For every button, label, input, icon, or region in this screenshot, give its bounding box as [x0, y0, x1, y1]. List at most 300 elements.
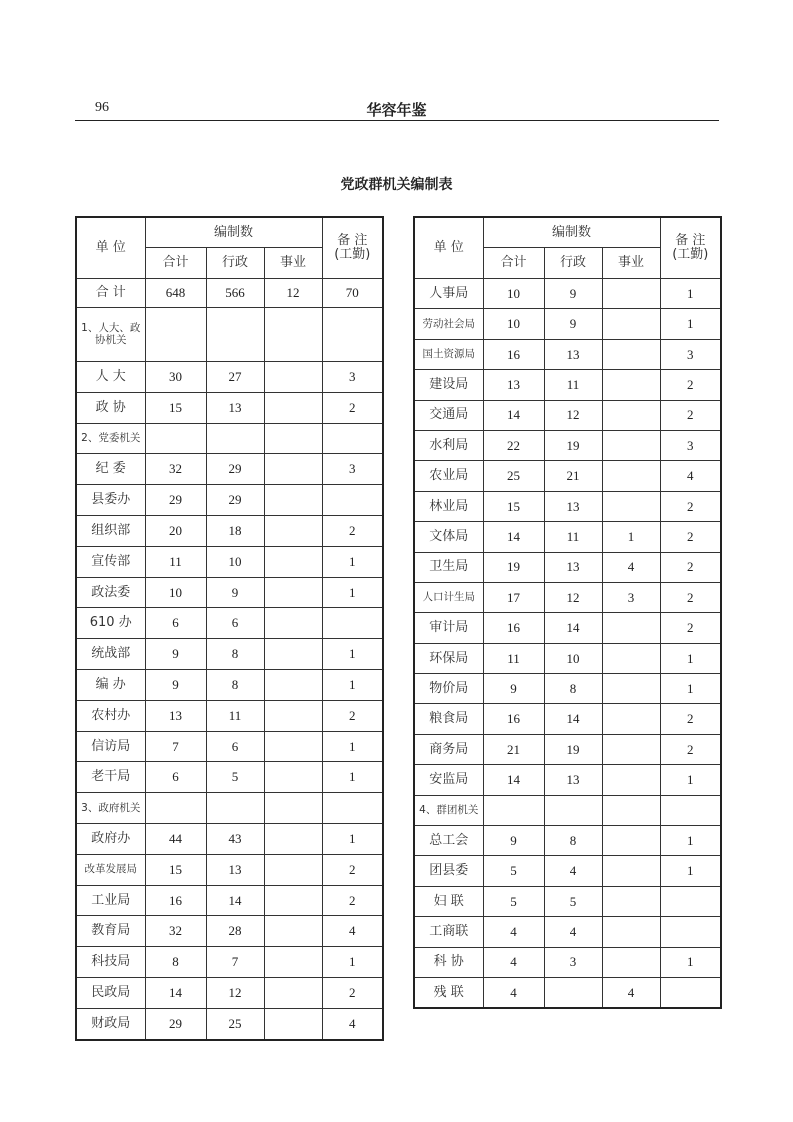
cell-total: 15: [145, 854, 206, 885]
cell-public: [602, 279, 660, 309]
cell-public: [264, 1008, 322, 1039]
cell-public: [602, 886, 660, 916]
cell-admin: 566: [206, 279, 264, 308]
table-row: [76, 669, 383, 700]
cell-public: [602, 339, 660, 369]
cell-admin: 43: [206, 823, 264, 854]
cell-note: 2: [322, 854, 383, 885]
header-staffing: 编制数: [483, 217, 660, 248]
cell-note: 4: [660, 461, 721, 491]
cell-unit: 科 协: [414, 947, 483, 977]
cell-public: [602, 613, 660, 643]
table-row: [76, 700, 383, 731]
cell-admin: 8: [206, 639, 264, 670]
cell-unit: 农村办: [76, 700, 145, 731]
cell-public: [602, 430, 660, 460]
cell-note: 2: [660, 582, 721, 612]
header-unit: 单 位: [414, 217, 483, 279]
cell-unit: 政法委: [76, 577, 145, 608]
cell-note: 1: [322, 669, 383, 700]
cell-note: 2: [660, 613, 721, 643]
table-row: [414, 400, 721, 430]
cell-unit: 商务局: [414, 734, 483, 764]
cell-total: 15: [483, 491, 544, 521]
cell-note: 3: [660, 430, 721, 460]
cell-unit: 工商联: [414, 917, 483, 947]
cell-admin: 8: [544, 674, 602, 704]
header-admin: 行政: [206, 248, 264, 279]
table-row: [76, 423, 383, 454]
cell-total: 29: [145, 485, 206, 516]
table-row: [76, 362, 383, 393]
table-row: [414, 795, 721, 825]
cell-unit: 人事局: [414, 279, 483, 309]
cell-note: 2: [660, 704, 721, 734]
cell-admin: 6: [206, 608, 264, 639]
cell-total: 648: [145, 279, 206, 308]
cell-total: 16: [483, 339, 544, 369]
cell-total: 21: [483, 734, 544, 764]
cell-note: [322, 308, 383, 362]
cell-total: 9: [145, 639, 206, 670]
table-row: [414, 856, 721, 886]
cell-note: 3: [660, 339, 721, 369]
table-row: [76, 308, 383, 362]
table-row: [414, 309, 721, 339]
cell-unit: 安监局: [414, 765, 483, 795]
table-row: [414, 461, 721, 491]
header-public: 事业: [602, 248, 660, 279]
cell-unit: 总工会: [414, 826, 483, 856]
cell-total: 15: [145, 392, 206, 423]
cell-public: [602, 734, 660, 764]
cell-admin: 4: [544, 917, 602, 947]
cell-unit: 3、政府机关: [76, 793, 145, 824]
cell-total: 14: [483, 765, 544, 795]
table-row: [76, 454, 383, 485]
cell-admin: [544, 795, 602, 825]
header-note: [322, 217, 383, 279]
cell-admin: 14: [206, 885, 264, 916]
cell-unit: 统战部: [76, 639, 145, 670]
cell-unit: 民政局: [76, 977, 145, 1008]
table-row: [414, 491, 721, 521]
cell-unit: 人 大: [76, 362, 145, 393]
cell-total: 29: [145, 1008, 206, 1039]
cell-unit: 科技局: [76, 947, 145, 978]
table-row: [414, 339, 721, 369]
cell-note: 1: [660, 309, 721, 339]
table-row: [76, 885, 383, 916]
cell-public: [264, 577, 322, 608]
cell-note: [660, 977, 721, 1008]
cell-note: 3: [322, 362, 383, 393]
cell-public: [264, 423, 322, 454]
cell-unit: 老干局: [76, 762, 145, 793]
cell-unit: 建设局: [414, 370, 483, 400]
cell-public: [602, 917, 660, 947]
table-title: 党政群机关编制表: [340, 177, 453, 193]
cell-unit: 政府办: [76, 823, 145, 854]
cell-total: 6: [145, 762, 206, 793]
cell-public: [602, 856, 660, 886]
cell-unit: 纪 委: [76, 454, 145, 485]
cell-unit: 县委办: [76, 485, 145, 516]
cell-note: 2: [322, 885, 383, 916]
cell-public: [264, 485, 322, 516]
cell-admin: [206, 308, 264, 362]
cell-total: 4: [483, 947, 544, 977]
cell-note: [322, 423, 383, 454]
cell-public: [264, 916, 322, 947]
cell-note: 2: [660, 400, 721, 430]
table-row: [414, 552, 721, 582]
header-note: [660, 217, 721, 279]
cell-admin: 13: [206, 392, 264, 423]
cell-admin: 13: [544, 491, 602, 521]
cell-total: 22: [483, 430, 544, 460]
cell-public: [264, 308, 322, 362]
cell-unit: 财政局: [76, 1008, 145, 1039]
cell-unit: 粮食局: [414, 704, 483, 734]
cell-total: [145, 793, 206, 824]
table-row: [414, 582, 721, 612]
cell-public: 4: [602, 977, 660, 1008]
cell-admin: 11: [544, 370, 602, 400]
cell-public: [264, 793, 322, 824]
header-total: 合计: [145, 248, 206, 279]
table-row: [76, 1008, 383, 1039]
cell-public: 3: [602, 582, 660, 612]
table-row: [76, 947, 383, 978]
header-unit: 单 位: [76, 217, 145, 279]
header-note-sub: (工勤): [334, 247, 371, 262]
cell-unit: 4、群团机关: [414, 795, 483, 825]
cell-note: 4: [322, 916, 383, 947]
cell-unit: 人口计生局: [414, 582, 483, 612]
cell-admin: 8: [206, 669, 264, 700]
cell-note: 1: [322, 577, 383, 608]
cell-public: [264, 515, 322, 546]
cell-note: 1: [660, 765, 721, 795]
cell-admin: 6: [206, 731, 264, 762]
cell-public: 4: [602, 552, 660, 582]
cell-admin: 21: [544, 461, 602, 491]
table-row: [76, 608, 383, 639]
cell-public: [602, 400, 660, 430]
cell-admin: 8: [544, 826, 602, 856]
table-row: [414, 522, 721, 552]
cell-note: 1: [322, 762, 383, 793]
cell-admin: [544, 977, 602, 1008]
cell-unit: 物价局: [414, 674, 483, 704]
table-row: [76, 639, 383, 670]
cell-admin: 12: [544, 582, 602, 612]
cell-note: 1: [322, 546, 383, 577]
cell-unit: 交通局: [414, 400, 483, 430]
table-row: [76, 577, 383, 608]
table-row: [414, 734, 721, 764]
table-row: [414, 917, 721, 947]
cell-admin: 13: [544, 552, 602, 582]
cell-admin: 9: [206, 577, 264, 608]
cell-public: [602, 370, 660, 400]
table-row: [414, 765, 721, 795]
cell-total: 13: [483, 370, 544, 400]
cell-admin: 9: [544, 309, 602, 339]
cell-admin: 7: [206, 947, 264, 978]
cell-unit: 林业局: [414, 491, 483, 521]
table-row: [76, 977, 383, 1008]
cell-unit: 1、人大、政协机关: [76, 308, 145, 362]
cell-total: 10: [145, 577, 206, 608]
cell-note: 2: [322, 515, 383, 546]
cell-note: [322, 793, 383, 824]
cell-admin: 10: [544, 643, 602, 673]
table-row: [414, 643, 721, 673]
cell-note: 2: [322, 392, 383, 423]
cell-admin: 28: [206, 916, 264, 947]
cell-unit: 水利局: [414, 430, 483, 460]
cell-unit: 宣传部: [76, 546, 145, 577]
cell-note: 1: [322, 947, 383, 978]
cell-admin: [206, 423, 264, 454]
header-total: 合计: [483, 248, 544, 279]
staffing-table-right: [413, 216, 722, 1009]
cell-public: [602, 947, 660, 977]
cell-admin: 19: [544, 734, 602, 764]
cell-note: 2: [660, 522, 721, 552]
cell-total: 16: [145, 885, 206, 916]
cell-unit: 2、党委机关: [76, 423, 145, 454]
cell-unit: 合 计: [76, 279, 145, 308]
cell-note: [322, 485, 383, 516]
cell-note: 2: [660, 491, 721, 521]
cell-public: [602, 643, 660, 673]
table-row: [414, 613, 721, 643]
cell-unit: 610 办: [76, 608, 145, 639]
cell-total: [145, 308, 206, 362]
cell-note: 2: [660, 552, 721, 582]
cell-note: 4: [322, 1008, 383, 1039]
page-number: 96: [95, 100, 109, 115]
cell-admin: 27: [206, 362, 264, 393]
header-note-label: 备 注: [337, 232, 368, 248]
cell-admin: 19: [544, 430, 602, 460]
cell-note: [660, 795, 721, 825]
cell-total: 16: [483, 704, 544, 734]
staffing-table-left: [75, 216, 384, 1041]
cell-public: [264, 731, 322, 762]
cell-total: 32: [145, 916, 206, 947]
cell-admin: 5: [544, 886, 602, 916]
cell-unit: 改革发展局: [76, 854, 145, 885]
cell-total: 13: [145, 700, 206, 731]
table-row: [414, 826, 721, 856]
table-row: [76, 823, 383, 854]
cell-note: 70: [322, 279, 383, 308]
cell-admin: 10: [206, 546, 264, 577]
table-row: [76, 762, 383, 793]
cell-total: 5: [483, 886, 544, 916]
cell-total: 10: [483, 309, 544, 339]
cell-total: 9: [483, 826, 544, 856]
table-row: [414, 947, 721, 977]
table-row: [76, 793, 383, 824]
cell-total: 32: [145, 454, 206, 485]
cell-admin: 11: [544, 522, 602, 552]
cell-public: 1: [602, 522, 660, 552]
cell-note: 1: [660, 947, 721, 977]
cell-unit: 组织部: [76, 515, 145, 546]
table-row: [414, 279, 721, 309]
cell-unit: 政 协: [76, 392, 145, 423]
cell-unit: 团县委: [414, 856, 483, 886]
cell-public: [602, 795, 660, 825]
cell-unit: 农业局: [414, 461, 483, 491]
cell-public: [264, 392, 322, 423]
cell-admin: 12: [544, 400, 602, 430]
table-row: [414, 704, 721, 734]
table-row: [414, 977, 721, 1008]
cell-public: [264, 454, 322, 485]
cell-total: 11: [483, 643, 544, 673]
cell-total: 44: [145, 823, 206, 854]
cell-total: 14: [145, 977, 206, 1008]
cell-public: [264, 362, 322, 393]
cell-public: [602, 491, 660, 521]
cell-admin: 29: [206, 454, 264, 485]
cell-admin: 29: [206, 485, 264, 516]
cell-note: 1: [322, 639, 383, 670]
cell-total: 14: [483, 522, 544, 552]
cell-unit: 残 联: [414, 977, 483, 1008]
cell-note: 1: [660, 674, 721, 704]
cell-total: [145, 423, 206, 454]
cell-total: 7: [145, 731, 206, 762]
header-note-sub: (工勤): [672, 247, 709, 262]
cell-public: [602, 674, 660, 704]
header-public: 事业: [264, 248, 322, 279]
cell-unit: 信访局: [76, 731, 145, 762]
cell-unit: 编 办: [76, 669, 145, 700]
cell-note: 1: [660, 279, 721, 309]
cell-public: [264, 854, 322, 885]
cell-public: [264, 823, 322, 854]
cell-note: 3: [322, 454, 383, 485]
cell-public: [264, 669, 322, 700]
cell-public: [264, 546, 322, 577]
cell-unit: 环保局: [414, 643, 483, 673]
cell-total: 11: [145, 546, 206, 577]
cell-public: [264, 977, 322, 1008]
cell-admin: 12: [206, 977, 264, 1008]
cell-total: 8: [145, 947, 206, 978]
cell-note: [660, 886, 721, 916]
cell-unit: 文体局: [414, 522, 483, 552]
table-row: [76, 916, 383, 947]
cell-admin: [206, 793, 264, 824]
cell-public: [264, 639, 322, 670]
table-row: [414, 674, 721, 704]
cell-total: 14: [483, 400, 544, 430]
cell-total: 4: [483, 917, 544, 947]
cell-unit: 卫生局: [414, 552, 483, 582]
cell-admin: 25: [206, 1008, 264, 1039]
cell-note: 2: [322, 977, 383, 1008]
cell-admin: 13: [544, 339, 602, 369]
cell-unit: 教育局: [76, 916, 145, 947]
cell-public: [264, 700, 322, 731]
cell-public: [264, 947, 322, 978]
cell-admin: 18: [206, 515, 264, 546]
table-row: [414, 886, 721, 916]
cell-note: 1: [322, 731, 383, 762]
cell-note: [660, 917, 721, 947]
table-row: [414, 370, 721, 400]
cell-note: 2: [322, 700, 383, 731]
cell-unit: 工业局: [76, 885, 145, 916]
cell-total: 10: [483, 279, 544, 309]
table-row: [76, 731, 383, 762]
cell-public: [602, 309, 660, 339]
cell-unit: 劳动社会局: [414, 309, 483, 339]
cell-total: 9: [483, 674, 544, 704]
header-staffing: 编制数: [145, 217, 322, 248]
cell-admin: 13: [544, 765, 602, 795]
cell-admin: 5: [206, 762, 264, 793]
cell-note: 1: [660, 826, 721, 856]
running-head: 华容年鉴: [366, 101, 427, 119]
cell-public: [602, 461, 660, 491]
cell-public: 12: [264, 279, 322, 308]
cell-total: 4: [483, 977, 544, 1008]
cell-public: [602, 704, 660, 734]
header-note-label: 备 注: [675, 232, 706, 248]
cell-total: 16: [483, 613, 544, 643]
cell-admin: 11: [206, 700, 264, 731]
cell-admin: 4: [544, 856, 602, 886]
cell-admin: 3: [544, 947, 602, 977]
cell-unit: 审计局: [414, 613, 483, 643]
table-row: [76, 279, 383, 308]
table-row: [76, 546, 383, 577]
header-admin: 行政: [544, 248, 602, 279]
header-rule: [75, 120, 719, 121]
cell-total: 5: [483, 856, 544, 886]
cell-admin: 14: [544, 704, 602, 734]
table-row: [414, 430, 721, 460]
cell-public: [602, 826, 660, 856]
cell-unit: 妇 联: [414, 886, 483, 916]
cell-total: 6: [145, 608, 206, 639]
cell-total: 17: [483, 582, 544, 612]
cell-total: 9: [145, 669, 206, 700]
cell-admin: 9: [544, 279, 602, 309]
cell-total: [483, 795, 544, 825]
cell-public: [264, 608, 322, 639]
cell-note: 2: [660, 370, 721, 400]
cell-public: [264, 885, 322, 916]
cell-note: [322, 608, 383, 639]
cell-public: [602, 765, 660, 795]
cell-total: 20: [145, 515, 206, 546]
cell-note: 1: [322, 823, 383, 854]
table-row: [76, 392, 383, 423]
table-row: [76, 515, 383, 546]
cell-admin: 13: [206, 854, 264, 885]
table-row: [76, 485, 383, 516]
